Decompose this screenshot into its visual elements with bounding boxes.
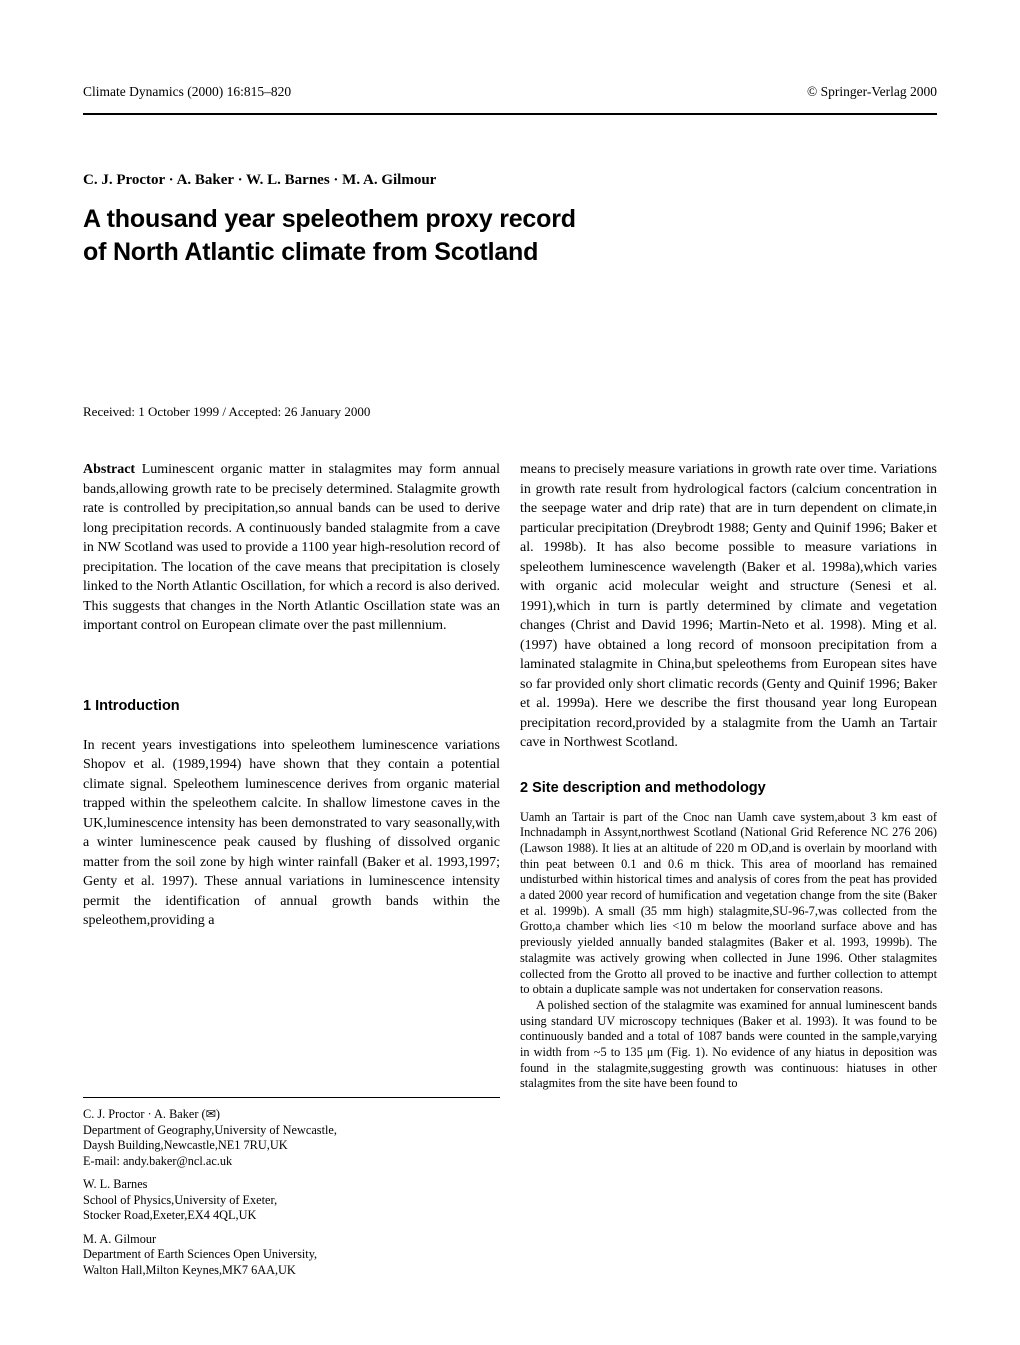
footnote-line: M. A. Gilmour [83, 1231, 157, 1246]
copyright-notice: © Springer-Verlag 2000 [807, 84, 937, 99]
abstract-paragraph [83, 460, 500, 636]
journal-reference: Climate Dynamics (2000) 16:815–820 [83, 84, 292, 99]
footnote-rule [83, 1097, 500, 1098]
authors-line: C. J. Proctor · A. Baker · W. L. Barnes · M. A. Gilmour [83, 172, 437, 188]
left-column [83, 460, 500, 1282]
header-rule [83, 113, 937, 115]
received-accepted-line: Received: 1 October 1999 / Accepted: 26 January 2000 [83, 404, 371, 419]
footnote-line: Department of Geography,University of Newcastle, [83, 1122, 337, 1137]
abstract-label: Abstract [83, 462, 136, 477]
site-description-paragraph-1: Uamh an Tartair is part of the Cnoc nan Uamh cave system,about 3 km east of Inchnadamph in Assynt,northwest Scotland (National Grid Reference NC 276 206) (Lawson 1988). It lies at an altitude of 220 m OD,and is overlain by moorland with thin peat between 0.1 and 0.6 m thick. This area of moorland has remained undisturbed within historical times and analysis of cores from the peat has provided a dated 2000 year record of humification and vegetation change from the site (Baker et al. 1999b). A small (35 mm high) stalagmite,SU-96-7,was collected from the Grotto,a chamber which lies <10 m below the moorland surface above and has previously yielded annually banded stalagmites (Baker et al. 1993, 1999b). The stalagmite was actively growing when collected in June 1996. Other stalagmites collected from the Grotto all proved to be inactive and further collection to attempt to obtain a duplicate sample was not undertaken for conservation reasons. [520, 809, 937, 997]
footnote-group-gilmour [83, 1232, 500, 1279]
footnote-line: W. L. Barnes [83, 1177, 148, 1191]
footnote-line: Department of Earth Sciences Open University, [83, 1247, 318, 1261]
footnote-line: Daysh Building,Newcastle,NE1 7RU,UK [83, 1138, 288, 1152]
footnote-line: Walton Hall,Milton Keynes,MK7 6AA,UK [83, 1262, 296, 1277]
author-footnotes [83, 1097, 500, 1278]
footnote-line-email: E-mail: andy.baker@ncl.ac.uk [83, 1153, 233, 1168]
footnote-line: C. J. Proctor · A. Baker (✉) [83, 1107, 221, 1121]
two-column-body [83, 460, 937, 1282]
paper-title-line2: of North Atlantic climate from Scotland [83, 238, 539, 266]
section-heading-site-description: 2 Site description and methodology [520, 779, 766, 796]
introduction-paragraph: In recent years investigations into speleothem luminescence variations Shopov et al. (1989,1994) have shown that they contain a potential climate signal. Speleothem luminescence derives from organic material trapped within the speleothem calcite. In shallow limestone caves in the UK,luminescence intensity has been demonstrated to vary seasonally,with a winter luminescence peak caused by flushing of dissolved organic matter from the soil zone by high winter rainfall (Baker et al. 1993,1997; Genty et al. 1997). These annual variations in luminescence intensity permit the identification of annual growth bands within the speleothem,providing a [83, 737, 500, 928]
site-description-paragraph-2: A polished section of the stalagmite was examined for annual luminescent bands using standard UV microscopy techniques (Baker et al. 1993). It was found to be continuously banded and a total of 1087 bands were counted in the sample,varying in width from ~5 to 135 μm (Fig. 1). No evidence of any hiatus in deposition was found in the stalagmite,suggesting growth was continuous: hiatuses in other stalagmites from the site have been found to [520, 997, 937, 1091]
abstract-continuation-paragraph: means to precisely measure variations in growth rate over time. Variations in growth rate result from hydrological factors (calcium concentration in the seepage water and drip rate) that are in turn dependent on climate,in particular precipitation (Dreybrodt 1988; Genty and Quinif 1996; Baker et al. 1998b). It has also become possible to measure variations in speleothem luminescence wavelength (Baker et al. 1998a),which varies with organic acid molecular weight and structure (Senesi et al. 1991),which in turn is partly determined by climate and vegetation changes (Christ and David 1996; Martin-Neto et al. 1998). Ming et al. (1997) have obtained a long record of monsoon precipitation from a laminated stalagmite in China,but speleothems from European sites have so far provided only short climatic records (Genty and Quinif 1996; Baker et al. 1999a). Here we describe the first thousand year long European precipitation record,provided by a stalagmite from the Uamh an Tartair cave in Northwest Scotland. [520, 462, 937, 750]
footnote-line: School of Physics,University of Exeter, [83, 1192, 278, 1207]
footnote-group-corresponding-author [83, 1107, 500, 1169]
section-heading-introduction: 1 Introduction [83, 697, 180, 714]
right-column [520, 460, 937, 1282]
paper-title [83, 203, 576, 269]
page-header [83, 84, 937, 100]
footnote-group-barnes [83, 1177, 500, 1224]
footnote-line: Stocker Road,Exeter,EX4 4QL,UK [83, 1208, 257, 1222]
paper-title-line1: A thousand year speleothem proxy record [83, 205, 576, 233]
abstract-text: Luminescent organic matter in stalagmites may form annual bands,allowing growth rate to be precisely determined. Stalagmite growth rate is controlled by precipitation,so annual bands can be used to derive long precipitation records. A continuously banded stalagmite from a cave in NW Scotland was used to provide a 1100 year high-resolution record of precipitation. The location of the cave means that precipitation is closely linked to the North Atlantic Oscillation, for which a record is also derived. This suggests that changes in the North Atlantic Oscillation state was an important control on European climate over the past millennium. [83, 462, 500, 633]
